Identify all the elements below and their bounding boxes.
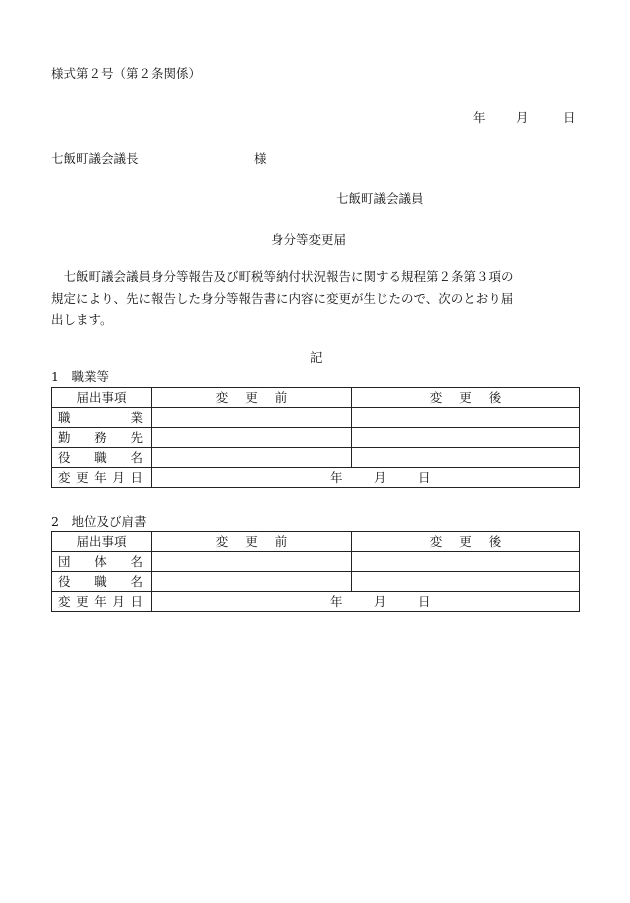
table-row	[52, 572, 580, 592]
header-before: 変 更 前	[152, 388, 352, 408]
row-label-workplace: 勤 務 先	[52, 428, 152, 448]
cell-before	[152, 408, 352, 428]
cell-after	[352, 428, 580, 448]
table-row-date	[52, 468, 580, 488]
change-date-month: 月	[374, 594, 387, 609]
change-date-year: 年	[330, 470, 343, 485]
table-row-date	[52, 592, 580, 612]
row-label-position: 役 職 名	[52, 448, 152, 468]
cell-after	[352, 572, 580, 592]
header-after: 変 更 後	[352, 532, 580, 552]
body-line: 出します。	[51, 312, 113, 327]
header-item: 届出事項	[52, 532, 152, 552]
table-row	[52, 428, 580, 448]
addressee	[51, 151, 267, 166]
row-label-occupation: 職 業	[52, 408, 152, 428]
addressee-honorific: 様	[254, 151, 267, 166]
change-date-cell	[152, 592, 580, 612]
row-label-position: 役 職 名	[52, 572, 152, 592]
cell-after	[352, 448, 580, 468]
table-row	[52, 552, 580, 572]
table-row	[52, 408, 580, 428]
section2-heading: 2 地位及び肩書	[51, 514, 147, 529]
table-header-row	[52, 532, 580, 552]
cell-before	[152, 428, 352, 448]
cell-before	[152, 552, 352, 572]
cell-after	[352, 408, 580, 428]
header-item: 届出事項	[52, 388, 152, 408]
date-day-label: 日	[563, 110, 576, 125]
date-line	[473, 111, 576, 125]
cell-before	[152, 448, 352, 468]
sender: 七飯町議会議員	[336, 191, 424, 206]
change-date-month: 月	[374, 470, 387, 485]
row-label-change-date: 変 更 年 月 日	[52, 468, 152, 488]
change-date-year: 年	[330, 594, 343, 609]
table-row	[52, 448, 580, 468]
body-paragraph	[51, 266, 583, 331]
change-date-cell	[152, 468, 580, 488]
section1-heading: 1 職業等	[51, 369, 109, 384]
table-header-row	[52, 388, 580, 408]
document-title: 身分等変更届	[271, 232, 347, 247]
header-before: 変 更 前	[152, 532, 352, 552]
date-month-label: 月	[516, 110, 529, 125]
body-line: 規定により、先に報告した身分等報告書に内容に変更が生じたので、次のとおり届	[51, 290, 514, 306]
change-date-day: 日	[418, 594, 431, 609]
addressee-name: 七飯町議会議長	[51, 151, 139, 166]
body-line: 七飯町議会議員身分等報告及び町税等納付状況報告に関する規程第２条第３項の	[63, 269, 514, 284]
form-number: 様式第２号（第２条関係）	[51, 66, 202, 81]
section2-table	[51, 531, 580, 612]
section1-table	[51, 387, 580, 488]
date-year-label: 年	[473, 110, 486, 125]
cell-after	[352, 552, 580, 572]
change-date-day: 日	[418, 470, 431, 485]
row-label-change-date: 変 更 年 月 日	[52, 592, 152, 612]
header-after: 変 更 後	[352, 388, 580, 408]
ki-heading: 記	[310, 350, 323, 365]
cell-before	[152, 572, 352, 592]
row-label-organization: 団 体 名	[52, 552, 152, 572]
